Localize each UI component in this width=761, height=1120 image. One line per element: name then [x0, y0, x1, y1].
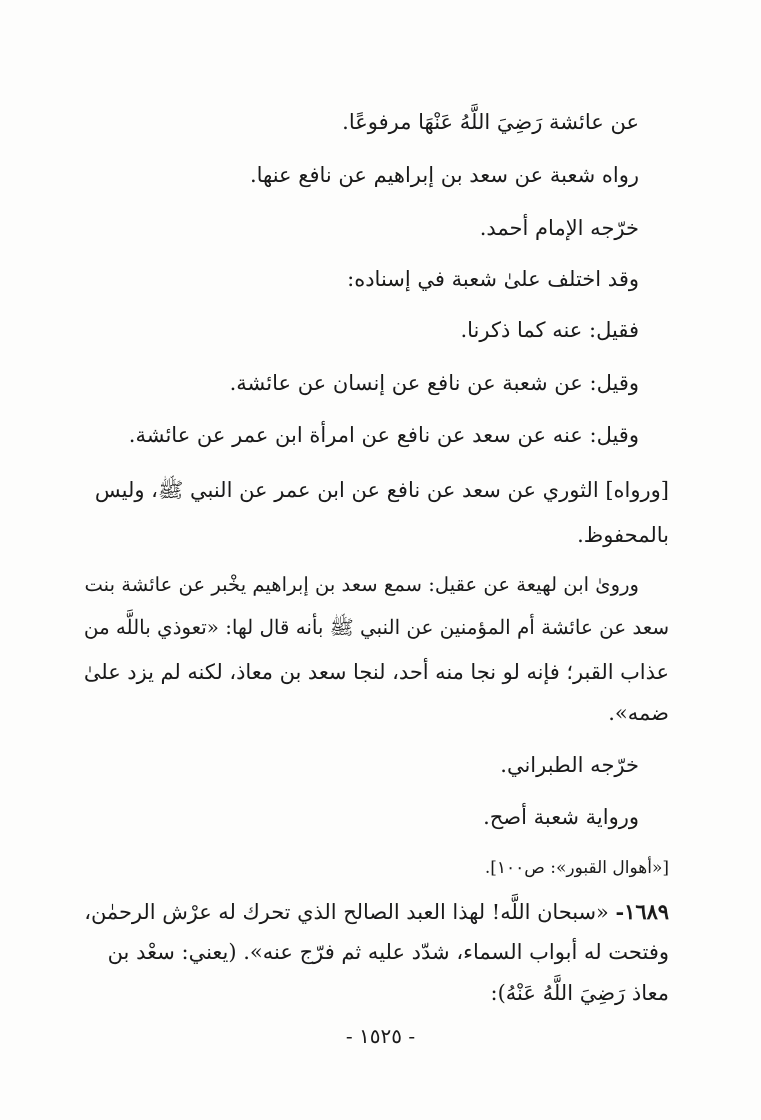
- text-line-2: رواه شعبة عن سعد بن إبراهيم عن نافع عنها.: [249, 163, 639, 187]
- hadith-entry-line-2: وفتحت له أبواب السماء، شدّد عليه ثم فرّج عنه». (يعني: سعْد بن: [107, 940, 669, 964]
- text-line-9: بالمحفوظ.: [577, 523, 669, 547]
- text-line-7: وقيل: عنه عن سعد عن نافع عن امرأة ابن عمر عن عائشة.: [128, 423, 639, 447]
- hadith-entry-line-1: [84, 899, 669, 924]
- text-line-3: خرّجه الإمام أحمد.: [479, 216, 639, 240]
- text-line-11: سعد عن عائشة أم المؤمنين عن النبي ﷺ بأنه قال لها: «تعوذي باللَّه من: [83, 616, 669, 639]
- hadith-entry-line-3: معاذ رَضِيَ اللَّهُ عَنْهُ):: [490, 981, 669, 1005]
- hadith-text-1: «سبحان اللَّه! لهذا العبد الصالح الذي تحرك له عرْش الرحمٰن،: [84, 900, 609, 924]
- page-number: - ١٥٢٥ -: [345, 1024, 416, 1048]
- hadith-number: ١٦٨٩-: [615, 899, 669, 924]
- text-line-6: وقيل: عن شعبة عن نافع عن إنسان عن عائشة.: [229, 371, 639, 395]
- citation-reference: [«أهوال القبور»: ص١٠٠].: [484, 858, 669, 878]
- text-line-10: وروىٰ ابن لهيعة عن عقيل: سمع سعد بن إبراهيم يخْبر عن عائشة بنت: [84, 573, 639, 596]
- text-line-15: ورواية شعبة أصح.: [483, 805, 639, 829]
- text-line-4: وقد اختلف علىٰ شعبة في إسناده:: [347, 267, 639, 291]
- text-line-8: [ورواه] الثوري عن سعد عن نافع عن ابن عمر عن النبي ﷺ، وليس: [94, 478, 669, 502]
- text-line-14: خرّجه الطبراني.: [500, 753, 639, 777]
- text-line-1: عن عائشة رَضِيَ اللَّهُ عَنْهَا مرفوعًا.: [342, 110, 639, 134]
- text-line-12: عذاب القبر؛ فإنه لو نجا منه أحد، لنجا سعد بن معاذ، لكنه لم يزد علىٰ: [83, 660, 669, 684]
- text-line-13: ضمه».: [608, 701, 669, 725]
- text-line-5: فقيل: عنه كما ذكرنا.: [460, 318, 639, 342]
